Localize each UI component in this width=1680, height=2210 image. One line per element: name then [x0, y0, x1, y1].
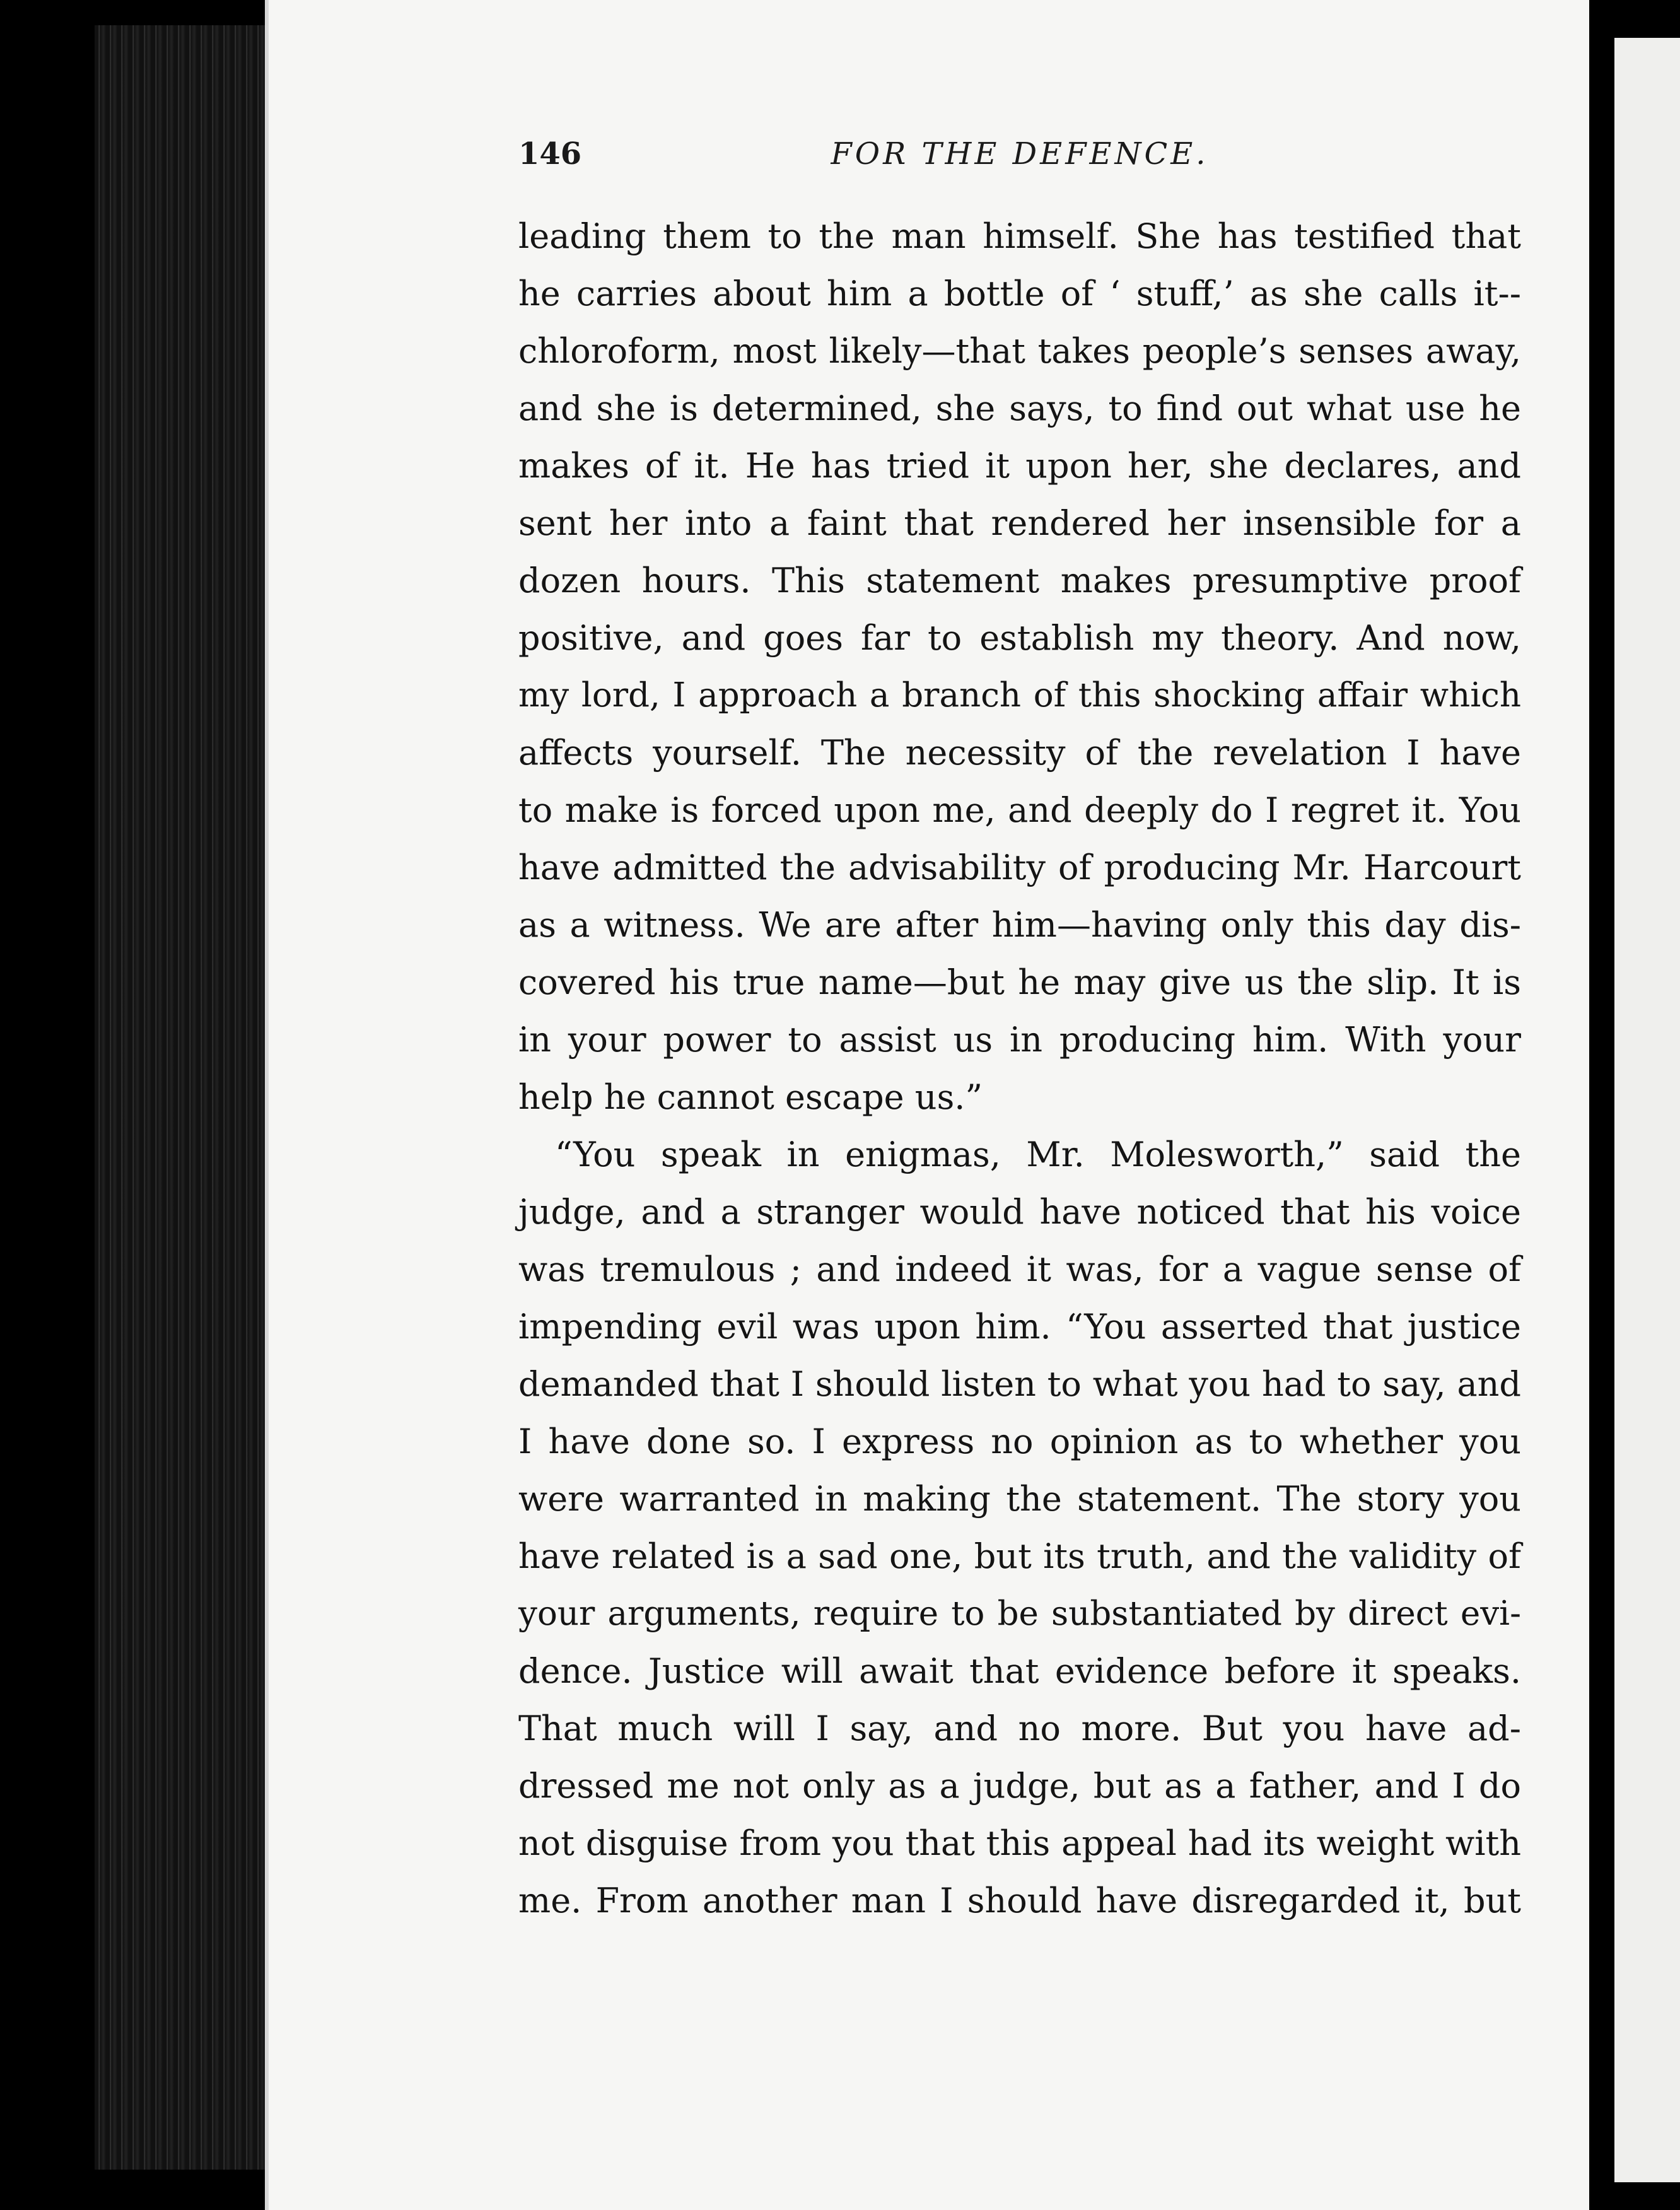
text-line: me. From another man I should have disregarded it, but	[518, 1881, 1521, 1921]
running-header	[518, 136, 1521, 187]
text-line: positive, and goes far to establish my theory. And now,	[518, 618, 1521, 658]
text-line: impending evil was upon him. “You asserted that justice	[518, 1307, 1521, 1347]
text-line: help he cannot escape us.”	[518, 1077, 983, 1117]
text-line: was tremulous ; and indeed it was, for a vague sense of	[518, 1249, 1521, 1289]
text-line: were warranted in making the statement. The story you	[518, 1479, 1521, 1519]
text-line: leading them to the man himself. She has testified that	[518, 216, 1521, 256]
text-line: have related is a sad one, but its truth, and the validity of	[518, 1536, 1521, 1576]
text-line: have admitted the advisability of producing Mr. Harcourt	[518, 848, 1521, 887]
text-line: affects yourself. The necessity of the revelation I have	[518, 733, 1521, 773]
text-line: That much will I say, and no more. But you have ad-	[518, 1709, 1521, 1748]
body-text	[518, 212, 1521, 1934]
book-left-edge	[0, 0, 95, 2210]
text-line: judge, and a stranger would have noticed that his voice	[518, 1192, 1521, 1232]
text-line: your arguments, require to be substantiated by direct evi-	[518, 1594, 1521, 1633]
book-right-edge	[1589, 0, 1680, 2210]
text-line: and she is determined, she says, to find out what use he	[518, 389, 1521, 428]
next-page-sliver	[1614, 38, 1680, 2182]
text-line: my lord, I approach a branch of this shocking affair which	[518, 676, 1521, 715]
text-line: he carries about him a bottle of ‘ stuff,’ as she calls it--	[518, 274, 1521, 313]
text-line: not disguise from you that this appeal had its weight with	[518, 1823, 1521, 1863]
running-title: FOR THE DEFENCE.	[831, 136, 1209, 172]
text-line: chloroform, most likely—that takes people’s senses away,	[518, 331, 1521, 371]
page-number: 146	[518, 136, 582, 172]
text-line: makes of it. He has tried it upon her, she declares, and	[518, 446, 1521, 486]
text-line: dozen hours. This statement makes presumptive proof	[518, 561, 1521, 600]
text-line: covered his true name—but he may give us the slip. It is	[518, 962, 1521, 1002]
text-line: sent her into a faint that rendered her insensible for a	[518, 503, 1521, 543]
text-line: in your power to assist us in producing him. With your	[518, 1020, 1521, 1060]
text-line: “You speak in enigmas, Mr. Molesworth,” said the	[555, 1135, 1521, 1174]
text-line: I have done so. I express no opinion as to whether you	[518, 1422, 1521, 1461]
text-line: demanded that I should listen to what you had to say, and	[518, 1364, 1521, 1404]
text-line: to make is forced upon me, and deeply do I regret it. You	[518, 790, 1521, 830]
text-line: as a witness. We are after him—having only this day dis-	[518, 905, 1521, 945]
text-line: dressed me not only as a judge, but as a father, and I do	[518, 1766, 1521, 1806]
page-stack-edge	[95, 25, 265, 2170]
text-line: dence. Justice will await that evidence before it speaks.	[518, 1651, 1521, 1691]
